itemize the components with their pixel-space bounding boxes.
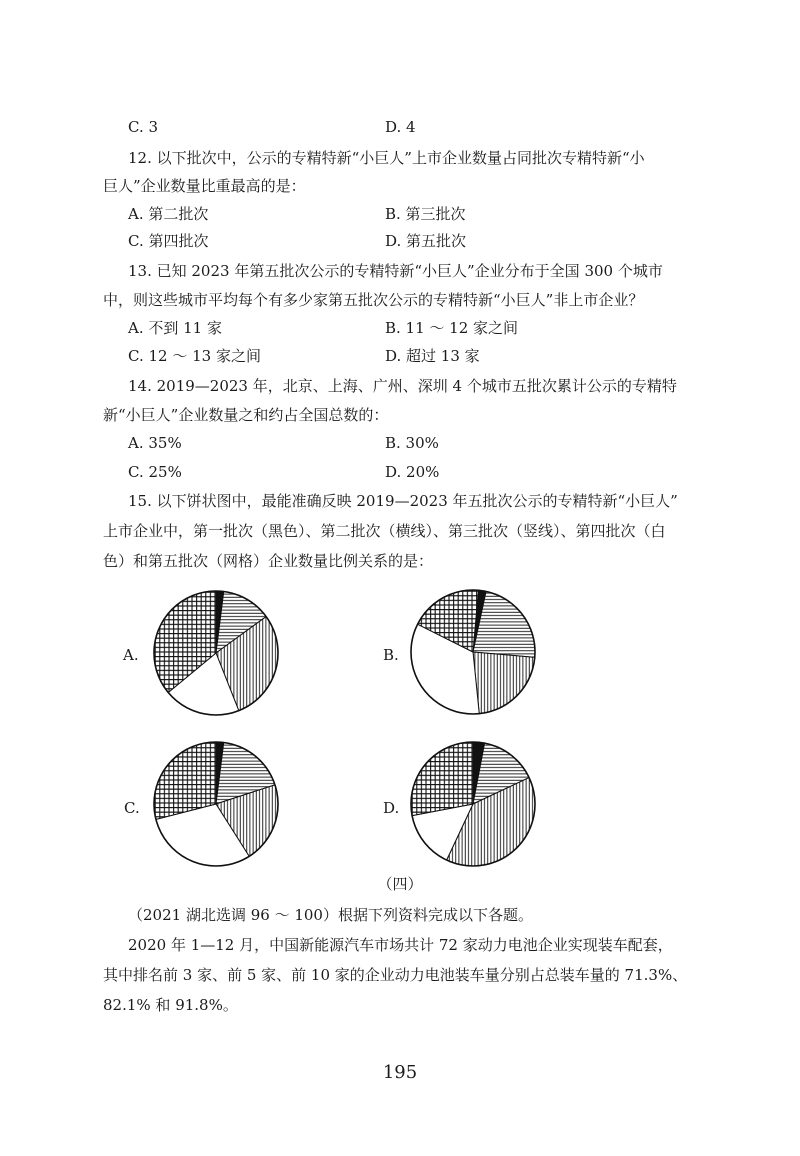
q12-option-b: B. 第三批次 (385, 205, 466, 223)
section-heading: （四） (377, 875, 423, 893)
pie-b-slice-vertical-lines (473, 652, 535, 714)
material-line-3: 82.1% 和 91.8%。 (103, 996, 238, 1014)
pie-a-label: A. (123, 646, 139, 664)
q13-option-a: A. 不到 11 家 (128, 319, 222, 337)
material-line-1: 2020 年 1—12 月，中国新能源汽车市场共计 72 家动力电池企业实现装车配套， (128, 936, 673, 954)
q14-option-b: B. 30% (385, 434, 439, 452)
pie-chart-d (407, 738, 539, 870)
q12-stem-line-1: 12. 以下批次中，公示的专精特新“小巨人”上市企业数量占同批次专精特新“小 (128, 149, 645, 167)
q11-option-d: D. 4 (385, 118, 416, 136)
pie-d-label: D. (383, 799, 400, 817)
material-line-2: 其中排名前 3 家、前 5 家、前 10 家的企业动力电池装车量分别占总装车量的 71.3%、 (103, 966, 688, 984)
q11-option-c: C. 3 (128, 118, 159, 136)
pie-chart-c (150, 738, 282, 870)
q14-stem-line-2: 新“小巨人”企业数量之和约占全国总数的： (103, 406, 389, 424)
pie-b-label: B. (383, 646, 399, 664)
q13-option-d: D. 超过 13 家 (385, 347, 480, 365)
pie-c-label: C. (124, 799, 140, 817)
q12-option-d: D. 第五批次 (385, 232, 467, 250)
pie-chart-b (407, 586, 539, 718)
q13-stem-line-2: 中，则这些城市平均每个有多少家第五批次公示的专精特新“小巨人”非上市企业？ (103, 291, 644, 309)
q14-stem-line-1: 14. 2019—2023 年，北京、上海、广州、深圳 4 个城市五批次累计公示的专精特 (128, 377, 677, 395)
q13-option-b: B. 11 ～ 12 家之间 (385, 319, 519, 337)
q12-option-a: A. 第二批次 (128, 205, 209, 223)
q12-option-c: C. 第四批次 (128, 232, 209, 250)
q15-stem-line-2: 上市企业中，第一批次（黑色）、第二批次（横线）、第三批次（竖线）、第四批次（白 (103, 522, 666, 540)
q13-option-c: C. 12 ～ 13 家之间 (128, 347, 261, 365)
q15-stem-line-1: 15. 以下饼状图中，最能准确反映 2019—2023 年五批次公示的专精特新“小巨人” (128, 492, 678, 510)
pie-chart-a (150, 587, 282, 719)
q13-stem-line-1: 13. 已知 2023 年第五批次公示的专精特新“小巨人”企业分布于全国 300 个城市 (128, 262, 663, 280)
q14-option-c: C. 25% (128, 463, 182, 481)
page-number: 195 (382, 1062, 418, 1083)
section-source: （2021 湖北选调 96 ～ 100）根据下列资料完成以下各题。 (128, 906, 533, 924)
q14-option-d: D. 20% (385, 463, 440, 481)
pie-d-slice-grid (411, 742, 473, 816)
q12-stem-line-2: 巨人”企业数量比重最高的是： (103, 177, 306, 195)
q15-stem-line-3: 色）和第五批次（网格）企业数量比例关系的是： (103, 552, 434, 570)
q14-option-a: A. 35% (128, 434, 182, 452)
